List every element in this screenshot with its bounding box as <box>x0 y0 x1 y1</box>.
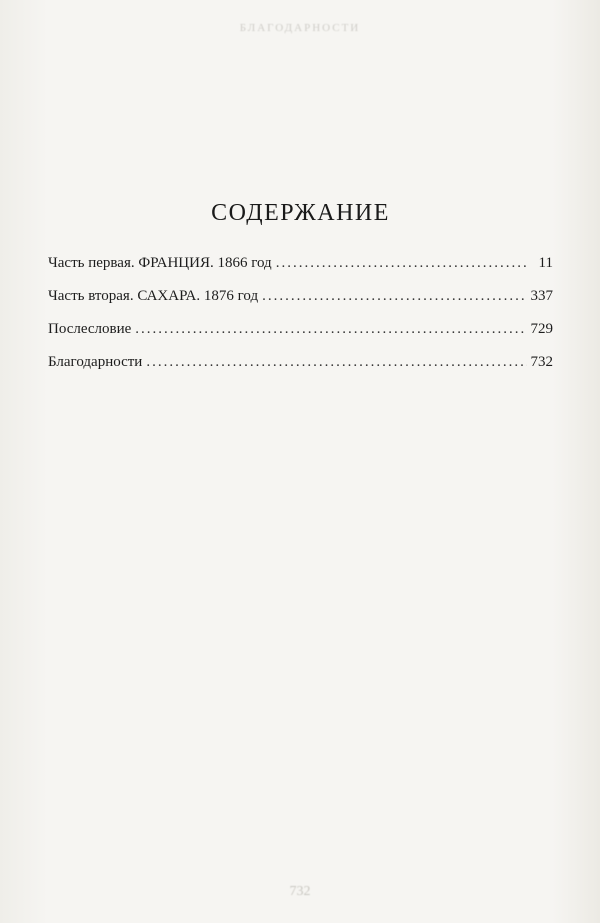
toc-leader-dots <box>276 253 529 273</box>
table-of-contents <box>48 200 553 385</box>
toc-entry-part-one[interactable] <box>48 253 553 286</box>
bleed-through-page-number: 732 <box>289 884 311 899</box>
toc-entry-page: 11 <box>538 255 553 271</box>
toc-leader-dots <box>146 352 526 372</box>
toc-leader-dots <box>262 286 526 306</box>
toc-entry-label: Послесловие <box>48 321 132 337</box>
toc-entry-part-two[interactable] <box>48 286 553 319</box>
bleed-through-running-header: БЛАГОДАРНОСТИ <box>239 22 361 34</box>
bleed-through-text <box>55 50 555 225</box>
toc-title: СОДЕРЖАНИЕ <box>211 200 390 226</box>
toc-entry-label: Часть вторая. САХАРА. 1876 год <box>48 288 259 304</box>
toc-entry-label: Благодарности <box>48 354 143 370</box>
toc-entry-page: 732 <box>530 354 553 370</box>
toc-entry-afterword[interactable] <box>48 319 553 352</box>
toc-entry-label: Часть первая. ФРАНЦИЯ. 1866 год <box>48 255 272 271</box>
toc-entry-page: 729 <box>530 321 553 337</box>
toc-entry-page: 337 <box>530 288 553 304</box>
toc-leader-dots <box>135 319 526 339</box>
toc-entry-acknowledgements[interactable] <box>48 352 553 385</box>
